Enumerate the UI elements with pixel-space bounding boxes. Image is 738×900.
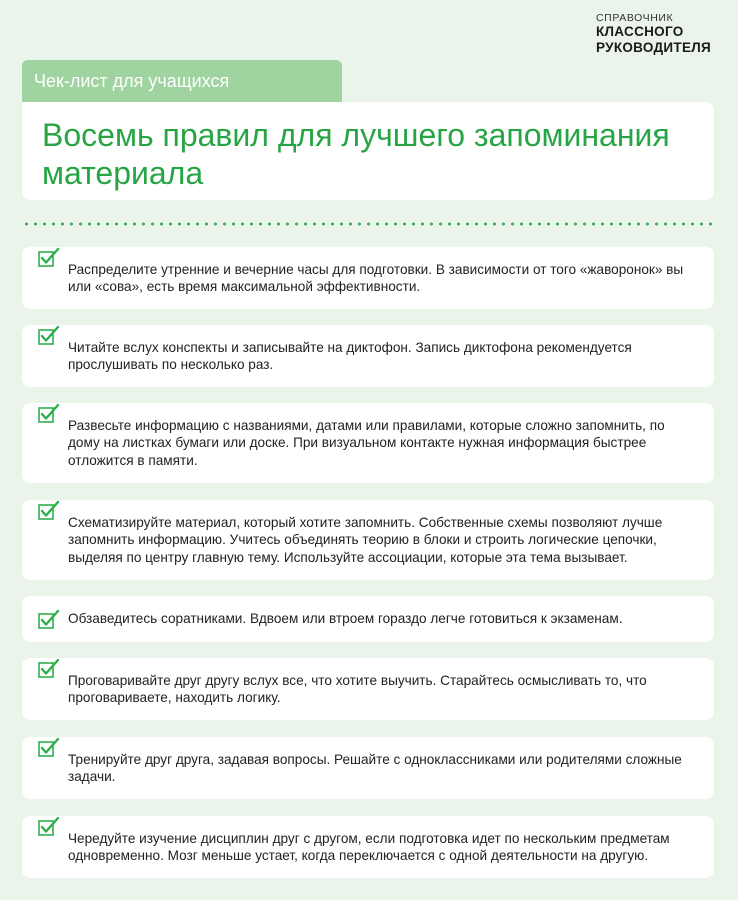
checkbox-check-icon	[38, 500, 60, 520]
checklist-item-5	[22, 596, 714, 642]
checklist-item-text: Тренируйте друг друга, задавая вопросы. Решайте с одноклассниками или родителями сложные задачи.	[68, 751, 682, 784]
title-box	[22, 102, 714, 200]
checkbox-check-icon	[38, 609, 60, 629]
checklist-tag: Чек-лист для учащихся	[22, 60, 342, 102]
checklist-item-6	[22, 658, 714, 720]
checkbox-check-icon	[38, 325, 60, 345]
brand-line-1: СПРАВОЧНИК	[596, 12, 674, 24]
checklist-item-3	[22, 403, 714, 483]
checklist-item-text: Чередуйте изучение дисциплин друг с другом, если подготовка идет по нескольким предметам одновременно. Мозг меньше устает, когда переключается с одной деятельности на другую.	[68, 830, 670, 863]
checklist-item-text: Развесьте информацию с названиями, датами или правилами, которые сложно запомнить, по дому на листках бумаги или доске. При визуальном контакте нужная информация быстрее отложится в памяти.	[68, 417, 665, 468]
checklist-item-text: Обзаведитесь соратниками. Вдвоем или втроем гораздо легче готовиться к экзаменам.	[68, 611, 623, 627]
checkbox-check-icon	[38, 816, 60, 836]
checklist-item-1	[22, 247, 714, 309]
checkbox-check-icon	[38, 658, 60, 678]
checkbox-check-icon	[38, 737, 60, 757]
dotted-divider	[22, 222, 714, 226]
checklist-item-text: Схематизируйте материал, который хотите запомнить. Собственные схемы позволяют лучше запомнить информацию. Учитесь объединять теорию в блоки и строить логические цепочки, выделяя по центру главную тему. Используйте ассоциации, которые эта тема вызывает.	[68, 514, 663, 565]
checkbox-check-icon	[38, 403, 60, 423]
checklist-item-7	[22, 737, 714, 799]
page-title: Восемь правил для лучшего запоминания материала	[42, 117, 670, 191]
publication-brand	[596, 12, 711, 55]
checklist-item-4	[22, 500, 714, 580]
checklist-item-text: Распределите утренние и вечерние часы для подготовки. В зависимости от того «жаворонок» вы или «сова», есть время максимальной эффективности.	[68, 261, 684, 294]
checklist-item-text: Проговаривайте друг другу вслух все, что хотите выучить. Старайтесь осмысливать то, что проговариваете, находить логику.	[68, 672, 647, 705]
brand-line-2: КЛАССНОГО	[596, 24, 684, 40]
brand-line-3: РУКОВОДИТЕЛЯ	[596, 39, 712, 55]
checkbox-check-icon	[38, 247, 60, 267]
checklist-item-2	[22, 325, 714, 387]
checklist-item-8	[22, 816, 714, 878]
checklist-item-text: Читайте вслух конспекты и записывайте на диктофон. Запись диктофона рекомендуется прослушивать по несколько раз.	[68, 339, 632, 372]
